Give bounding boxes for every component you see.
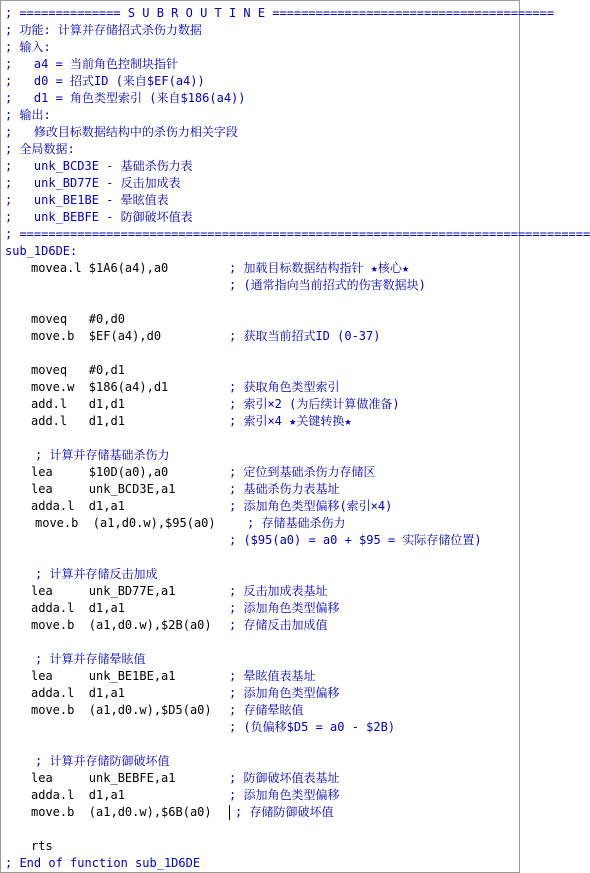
comment-text: ; d0 = 招式ID (来自$EF(a4)) (5, 74, 205, 88)
comment-text: ; (负偏移$D5 = a0 - $2B) (229, 720, 396, 734)
code-line (1, 498, 519, 515)
comment-text: ; 定位到基础杀伤力存储区 (229, 465, 376, 479)
code-line (1, 787, 519, 804)
code-line (1, 685, 519, 702)
code-line (1, 702, 519, 719)
code-line (1, 651, 519, 668)
code-line (1, 260, 519, 277)
code-line (1, 107, 519, 124)
code-line (1, 464, 519, 481)
comment-text: ; 索引×2 (为后续计算做准备) (229, 397, 400, 411)
instruction-text: lea unk_BCD3E,a1 (31, 482, 176, 496)
code-line (1, 56, 519, 73)
comment-text: ; 存储基础杀伤力 (247, 516, 346, 530)
comment-text: ; 计算并存储基础杀伤力 (35, 448, 170, 462)
code-line (1, 22, 519, 39)
instruction-text: lea $10D(a0),a0 (31, 465, 169, 479)
instruction-text: move.b (a1,d0.w),$95(a0) (35, 516, 216, 530)
code-line (1, 209, 519, 226)
comment-text: ; 获取角色类型索引 (229, 380, 340, 394)
comment-text: ; 计算并存储晕眩值 (35, 652, 146, 666)
code-line (1, 362, 519, 379)
instruction-text: movea.l $1A6(a4),a0 (31, 261, 169, 275)
code-line (1, 124, 519, 141)
comment-text: ; 存储晕眩值 (229, 703, 304, 717)
instruction-text: move.b $EF(a4),d0 (31, 329, 162, 343)
code-line (1, 175, 519, 192)
code-line (1, 481, 519, 498)
label-text: sub_1D6DE: (5, 244, 78, 258)
code-line (1, 379, 519, 396)
code-line (1, 566, 519, 583)
instruction-text: rts (31, 839, 53, 853)
comment-text: ; 获取当前招式ID (0-37) (229, 329, 381, 343)
code-line (1, 532, 519, 549)
instruction-text: moveq #0,d1 (31, 363, 125, 377)
code-line (1, 396, 519, 413)
code-line (1, 328, 519, 345)
code-line (1, 838, 519, 855)
comment-text: ; 添加角色类型偏移 (229, 788, 340, 802)
code-line (1, 5, 555, 22)
code-line (1, 804, 519, 821)
instruction-text: move.b (a1,d0.w),$D5(a0) (31, 703, 212, 717)
code-line (1, 73, 519, 90)
code-line (1, 90, 519, 107)
comment-text: ; End of function sub_1D6DE (5, 856, 201, 870)
instruction-text: adda.l d1,a1 (31, 601, 125, 615)
code-line (1, 192, 519, 209)
comment-text: ; 输入: (5, 40, 51, 54)
code-line (1, 226, 590, 243)
comment-text: ; unk_BCD3E - 基础杀伤力表 (5, 159, 193, 173)
comment-text: ; unk_BD77E - 反击加成表 (5, 176, 181, 190)
comment-text: ; (通常指向当前招式的伤害数据块) (229, 278, 426, 292)
instruction-text: adda.l d1,a1 (31, 686, 125, 700)
instruction-text: add.l d1,d1 (31, 414, 125, 428)
comment-text: ; 索引×4 ★关键转换★ (229, 414, 352, 428)
comment-text: ; 加载目标数据结构指针 ★核心★ (229, 261, 410, 275)
comment-text: ; unk_BE1BE - 晕眩值表 (5, 193, 169, 207)
code-line (1, 243, 519, 260)
comment-text: ; 功能: 计算并存储招式杀伤力数据 (5, 23, 202, 37)
comment-text: ; a4 = 当前角色控制块指针 (5, 57, 179, 71)
instruction-text: moveq #0,d0 (31, 312, 125, 326)
comment-text: ; 防御破坏值表基址 (229, 771, 340, 785)
comment-text: ; ============== S U B R O U T I N E ======================================= (5, 6, 555, 20)
instruction-text: move.b (a1,d0.w),$2B(a0) (31, 618, 212, 632)
code-line (1, 583, 519, 600)
comment-text: ; 存储反击加成值 (229, 618, 328, 632)
instruction-text: adda.l d1,a1 (31, 788, 125, 802)
code-line (1, 719, 519, 736)
comment-text: ; 存储防御破坏值 (235, 805, 334, 819)
comment-text: ; 添加角色类型偏移 (229, 686, 340, 700)
comment-text: ; 反击加成表基址 (229, 584, 328, 598)
comment-text: ; 输出: (5, 108, 51, 122)
code-line (1, 277, 519, 294)
code-line (1, 311, 519, 328)
comment-text: ; 计算并存储防御破坏值 (35, 754, 170, 768)
instruction-text: add.l d1,d1 (31, 397, 125, 411)
instruction-text: move.w $186(a4),d1 (31, 380, 169, 394)
comment-text: ; 晕眩值表基址 (229, 669, 316, 683)
instruction-text: move.b (a1,d0.w),$6B(a0) (31, 805, 212, 819)
comment-text: ; 全局数据: (5, 142, 75, 156)
comment-text: ; unk_BEBFE - 防御破坏值表 (5, 210, 193, 224)
instruction-text: lea unk_BD77E,a1 (31, 584, 176, 598)
instruction-text: adda.l d1,a1 (31, 499, 125, 513)
code-line (1, 668, 519, 685)
code-line (1, 39, 519, 56)
code-line (1, 141, 519, 158)
comment-text: ; ($95(a0) = a0 + $95 = 实际存储位置) (229, 533, 482, 547)
comment-text: ; 添加角色类型偏移 (229, 601, 340, 615)
comment-text: ; =============================================================================== (5, 227, 590, 241)
code-line (1, 515, 519, 532)
code-line (1, 770, 519, 787)
code-line (1, 855, 519, 872)
code-line (1, 158, 519, 175)
instruction-text: lea unk_BE1BE,a1 (31, 669, 176, 683)
code-line (1, 413, 519, 430)
comment-text: ; 添加角色类型偏移(索引×4) (229, 499, 393, 513)
instruction-text: lea unk_BEBFE,a1 (31, 771, 176, 785)
comment-text: ; 基础杀伤力表基址 (229, 482, 340, 496)
code-line (1, 617, 519, 634)
code-line (1, 600, 519, 617)
comment-text: ; 计算并存储反击加成 (35, 567, 158, 581)
comment-text: ; d1 = 角色类型索引 (来自$186(a4)) (5, 91, 246, 105)
code-line (1, 447, 519, 464)
comment-text: ; 修改目标数据结构中的杀伤力相关字段 (5, 125, 238, 139)
code-line (1, 753, 519, 770)
